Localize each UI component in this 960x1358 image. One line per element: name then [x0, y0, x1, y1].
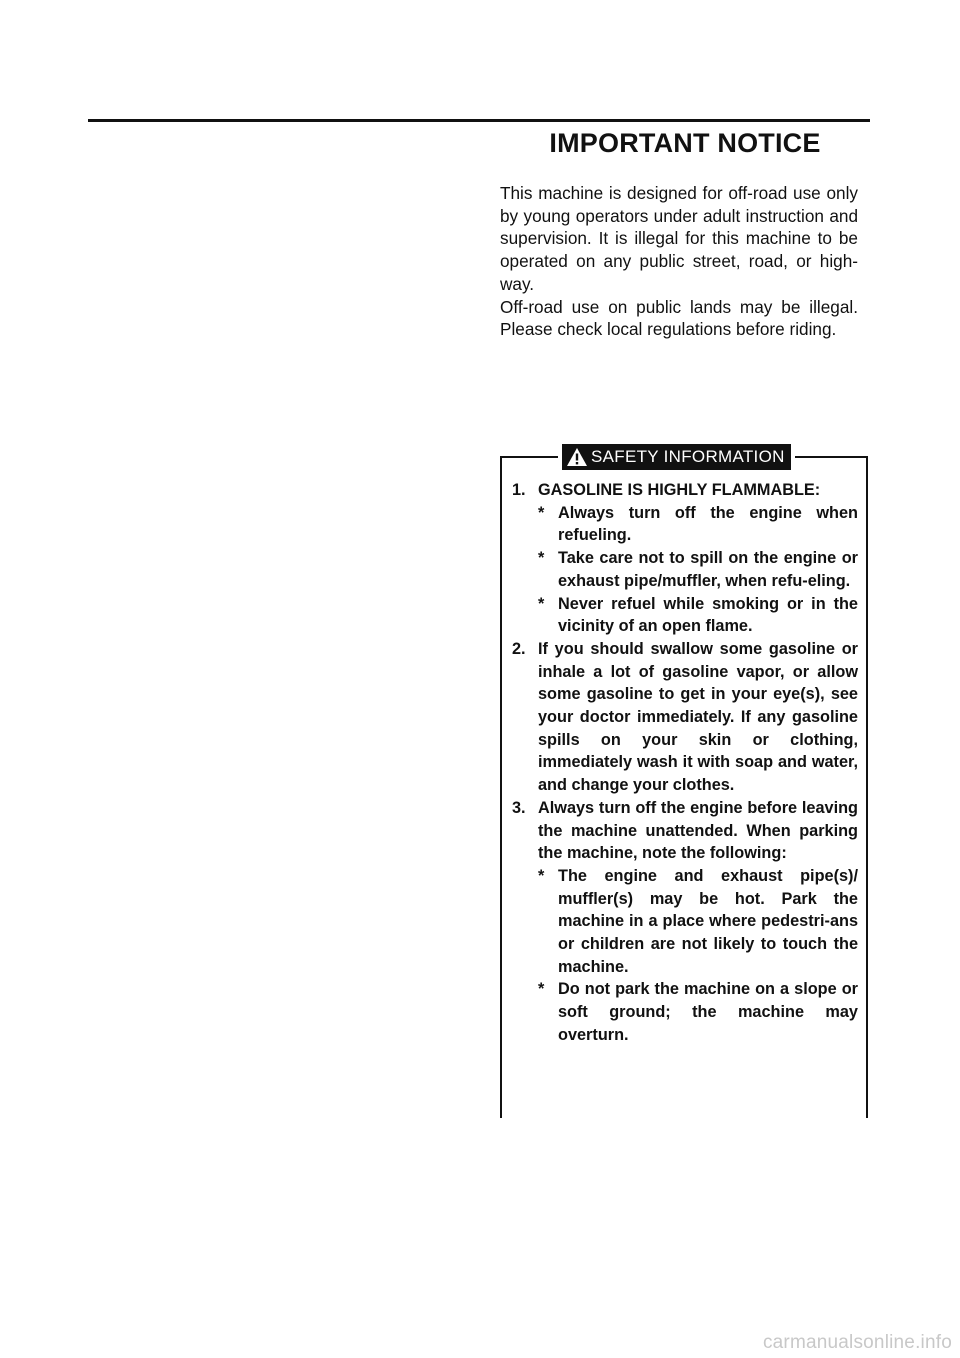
safety-header-text: SAFETY INFORMATION [591, 447, 785, 466]
sub-marker: * [538, 866, 545, 885]
intro-paragraph-2: Off-road use on public lands may be illegal. Please check local regulations before riding. [500, 296, 858, 340]
safety-header [558, 442, 795, 472]
intro-paragraph-1: This machine is designed for off-road use only by young operators under adult instruction and supervision. It is illegal for this machine to be operated on any public street, road, or high-way. [500, 183, 858, 294]
safety-subitem [538, 865, 858, 979]
subitem-text: The engine and exhaust pipe(s)/ muffler(s) may be hot. Park the machine in a place where pedestri-ans or children are not likely to touch the machine. [558, 866, 858, 976]
item-text: Always turn off the engine before leaving the machine unattended. When parking the machine, note the following: [538, 798, 858, 863]
safety-list [512, 479, 858, 1047]
item-number: 3. [512, 798, 526, 817]
watermark: carmanualsonline.info [762, 1332, 952, 1353]
item-text: If you should swallow some gasoline or inhale a lot of gasoline vapor, or allow some gasoline to get in your eye(s), see your doctor immediately. If any gasoline spills on your skin or clothing, immediately wash it with soap and water, and change your clothes. [538, 639, 858, 795]
subitem-text: Do not park the machine on a slope or soft ground; the machine may overturn. [558, 980, 858, 1044]
sub-marker: * [538, 980, 545, 999]
subitem-text: Always turn off the engine when refueling. [558, 503, 858, 545]
sub-marker: * [538, 594, 545, 613]
safety-subitem [538, 547, 858, 592]
item-number: 1. [512, 481, 526, 499]
sub-marker: * [538, 503, 545, 522]
item-text: GASOLINE IS HIGHLY FLAMMABLE: [538, 481, 821, 499]
safety-item-3 [512, 797, 858, 1047]
subitem-text: Take care not to spill on the engine or exhaust pipe/muffler, when refu-eling. [558, 549, 858, 590]
safety-subitem [538, 978, 858, 1046]
top-rule [88, 119, 870, 122]
sub-marker: * [538, 549, 545, 568]
safety-subitem [538, 593, 858, 638]
safety-header-label [562, 444, 791, 470]
item-number: 2. [512, 639, 526, 658]
page-title: IMPORTANT NOTICE [549, 128, 821, 158]
safety-item-2 [512, 638, 858, 797]
warning-triangle-icon [566, 447, 588, 467]
safety-subitem [538, 502, 858, 547]
subitem-text: Never refuel while smoking or in the vicinity of an open flame. [558, 594, 858, 636]
safety-item-1 [512, 479, 858, 638]
intro-text [500, 182, 858, 341]
